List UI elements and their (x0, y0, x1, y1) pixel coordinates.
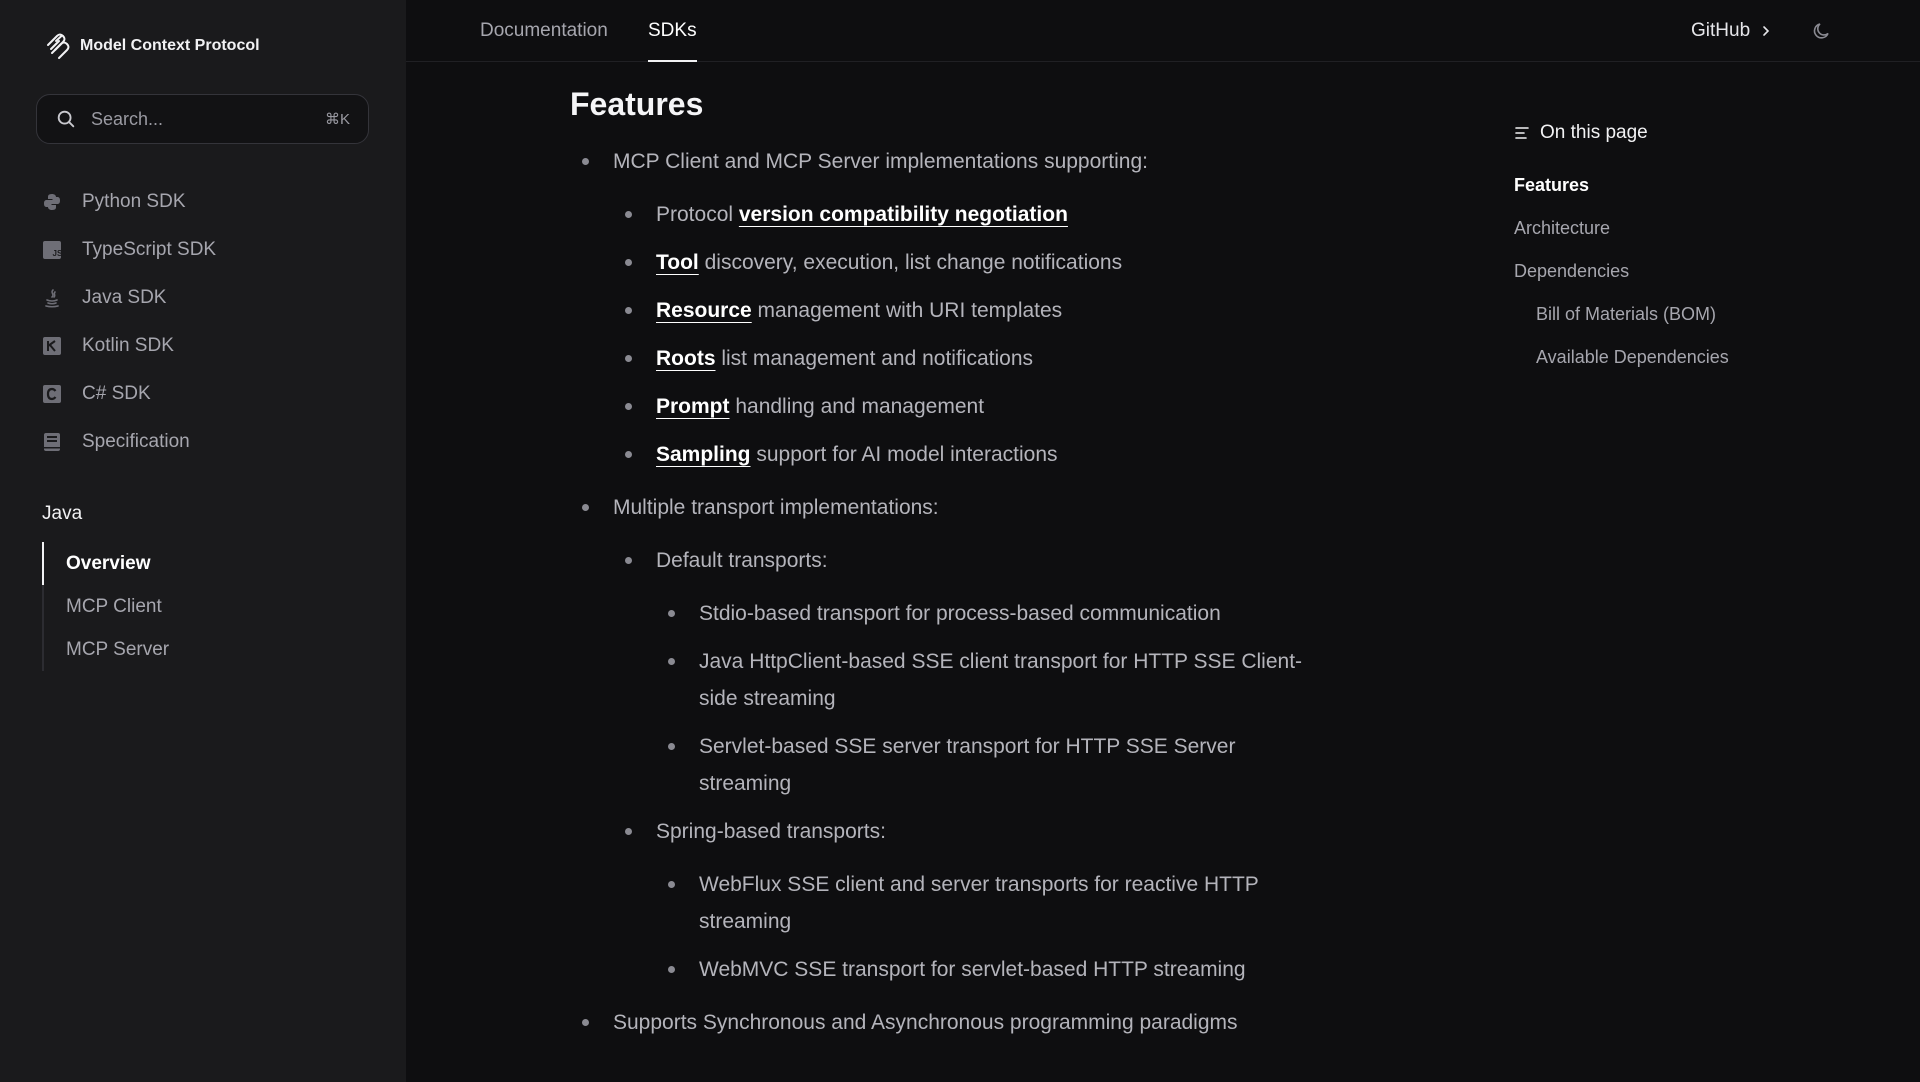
list-item-text: Multiple transport implementations: (613, 496, 939, 519)
sidebar-item-python-sdk[interactable] (42, 178, 216, 226)
page-title: Features (570, 86, 704, 122)
list-item (570, 143, 1320, 473)
list-item (656, 292, 1320, 329)
features-list (570, 143, 1320, 1041)
roots-link[interactable]: Roots (656, 347, 716, 370)
item-prefix: Protocol (656, 203, 739, 226)
list-icon (1514, 125, 1530, 141)
tab-sdks[interactable]: SDKs (648, 0, 697, 62)
list-item (656, 388, 1320, 425)
chevron-right-icon (1760, 25, 1772, 37)
mcp-logo-icon (44, 32, 72, 60)
list-item-text: Spring-based transports: (656, 820, 886, 843)
item-suffix: list management and notifications (715, 347, 1034, 370)
sidebar-item-label: TypeScript SDK (82, 239, 217, 260)
sidebar-item-mcp-server[interactable]: MCP Server (66, 638, 170, 660)
list-item (656, 813, 1320, 988)
list-item (656, 196, 1320, 233)
book-icon (42, 432, 62, 452)
list-item-text: Default transports: (656, 549, 828, 572)
moon-icon[interactable] (1811, 20, 1833, 42)
table-of-contents (1514, 118, 1844, 379)
item-suffix: support for AI model interactions (750, 443, 1058, 466)
python-icon (42, 192, 62, 212)
typescript-icon (42, 240, 62, 260)
toc-item-available-dependencies[interactable]: Available Dependencies (1536, 347, 1729, 367)
toc-title: On this page (1540, 122, 1648, 143)
github-link[interactable] (1691, 0, 1772, 62)
list-item (656, 436, 1320, 473)
search-input[interactable] (91, 109, 325, 130)
list-item: Servlet-based SSE server transport for HTTP SSE Server streaming (699, 728, 1320, 802)
list-item-text: MCP Client and MCP Server implementations supporting: (613, 150, 1148, 173)
sidebar-item-java-sdk[interactable] (42, 274, 216, 322)
list-item (656, 244, 1320, 281)
sidebar (0, 0, 406, 1082)
sidebar-item-label: Kotlin SDK (82, 335, 174, 356)
list-item-text: Supports Synchronous and Asynchronous programming paradigms (613, 1011, 1238, 1034)
sidebar-item-overview[interactable]: Overview (42, 542, 169, 585)
sidebar-section-title: Java (42, 503, 83, 524)
list-item (570, 1004, 1320, 1041)
item-suffix: handling and management (729, 395, 985, 418)
tab-documentation[interactable]: Documentation (480, 20, 608, 41)
java-sub-nav (42, 542, 169, 671)
item-suffix: discovery, execution, list change notifications (698, 251, 1123, 274)
prompt-link[interactable]: Prompt (656, 395, 730, 418)
list-item (570, 489, 1320, 988)
sdk-nav (42, 178, 216, 466)
main-content (570, 86, 1320, 1057)
sampling-link[interactable]: Sampling (656, 443, 751, 466)
sidebar-item-label: Specification (82, 431, 190, 452)
sidebar-item-typescript-sdk[interactable] (42, 226, 216, 274)
sidebar-item-specification[interactable] (42, 418, 216, 466)
toc-item-features[interactable]: Features (1514, 175, 1590, 195)
list-item: WebMVC SSE transport for servlet-based HTTP streaming (699, 951, 1320, 988)
list-item (656, 542, 1320, 802)
sidebar-item-label: Java SDK (82, 287, 167, 308)
list-item: WebFlux SSE client and server transports for reactive HTTP streaming (699, 866, 1320, 940)
item-suffix: management with URI templates (751, 299, 1063, 322)
resource-link[interactable]: Resource (656, 299, 752, 322)
search-box[interactable] (36, 94, 369, 144)
svg-text:JS: JS (52, 249, 62, 258)
toc-item-architecture[interactable]: Architecture (1514, 218, 1611, 238)
app-title: Model Context Protocol (80, 37, 260, 54)
sidebar-item-csharp-sdk[interactable] (42, 370, 216, 418)
logo[interactable] (44, 32, 260, 60)
toc-header (1514, 118, 1844, 148)
sidebar-item-kotlin-sdk[interactable] (42, 322, 216, 370)
top-nav (406, 0, 1920, 62)
kotlin-icon (42, 336, 62, 356)
list-item: Java HttpClient-based SSE client transport for HTTP SSE Client-side streaming (699, 643, 1320, 717)
sidebar-item-mcp-client[interactable]: MCP Client (66, 595, 162, 617)
sidebar-item-label: Python SDK (82, 191, 186, 212)
sidebar-item-label: C# SDK (82, 383, 151, 404)
java-icon (42, 288, 62, 308)
search-icon (55, 108, 77, 130)
toc-item-bom[interactable]: Bill of Materials (BOM) (1536, 304, 1717, 324)
version-negotiation-link[interactable]: version compatibility negotiation (738, 203, 1068, 226)
toc-item-dependencies[interactable]: Dependencies (1514, 261, 1630, 281)
github-label: GitHub (1691, 20, 1751, 41)
search-shortcut: ⌘K (324, 111, 350, 128)
csharp-icon (42, 384, 62, 404)
list-item (656, 340, 1320, 377)
list-item: Stdio-based transport for process-based communication (699, 595, 1320, 632)
tool-link[interactable]: Tool (656, 251, 699, 274)
